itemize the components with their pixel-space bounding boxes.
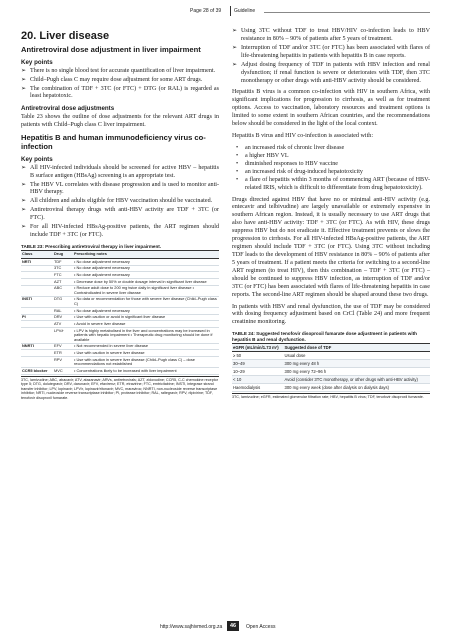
arrow-icon: ➢ [21,207,27,214]
list-item: ➢ Using 3TC without TDF to treat HBV/HIV co-infection leads to HBV resistance in 80% – 90% of patients after 5 years of treatment. [232,28,430,42]
list-item: ➢ There is no single blood test for accurate quantification of liver impairment. [21,67,216,74]
table-cell: • No data or recommendation for those with severe liver disease (Child–Pugh class C) [73,296,219,307]
table-cell [21,327,53,343]
page-indicator: Page 28 of 39 [190,8,222,14]
left-column [21,28,219,400]
arrow-icon: ➢ [21,224,27,231]
bullet-icon: • [236,176,239,183]
table-row [21,368,219,375]
table-body [232,352,430,392]
table-cell: 30–49 [232,360,283,368]
table-cell: Avoid (consider 3TC monotherapy, or other drugs with anti-HBV activity) [283,376,430,384]
list-item: • diminished responses to HBV vaccine [236,160,338,167]
table-row [232,376,430,384]
table-cell: • No dose adjustment necessary [73,307,219,314]
table-cell: ATV [53,321,73,328]
paragraph: Drugs directed against HBV that have no or minimal anti-HIV activity (e.g. entecavir and telbivudine) are largely unavailable or extremely expensive in southern African region. Instead, it is usually necessary to use ART drugs that also have anti-HBV activity: TDF + 3TC (or FTC). As with HIV, these drugs suppress HBV but do not eradicate it. Effective treatment prevents or slows the progression to cirrhosis. For all HIV-infected HBsAg-positive patients, the ART regimen should include TDF + 3TC (or FTC). Using 3TC without including TDF leads to the development of HBV resistance in 80% – 90% of patients after 5 years of treatment. If a patient meets the criteria for switching to a second-line ART regimen (to treat HIV), then this combination – TDF + 3TC (or FTC) – should be continued to suppress HBV infection, as interruption of TDF and/or 3TC (or FTC) has been associated with flares of life-threatening hepatitis in case reports. The second-line ART regimen should be shaped around these two drugs. [232,196,430,298]
table-row [21,327,219,343]
table-cell [21,321,53,328]
arrow-icon: ➢ [21,198,27,205]
table-row [21,285,219,296]
table-row [21,265,219,272]
table-cell: RAL [53,307,73,314]
section-label: Guideline [234,8,256,14]
table-cell: ≥ 50 [232,352,283,360]
table-cell [21,356,53,367]
table-cell: AZT [53,278,73,285]
arrow-icon: ➢ [21,85,27,92]
table-cell: • No dose adjustment necessary [73,272,219,279]
table-row [21,272,219,279]
paragraph: Hepatitis B virus and HIV co-infection is associated with: [232,133,374,140]
table-caption: TABLE 24: Suggested tenofovir disoproxil fumarate dose adjustment in patients with hepatitis B and renal dysfunction. [232,331,417,342]
table-cell: ETR [53,350,73,357]
table-row [21,296,219,307]
table-cell [21,350,53,357]
list-item: ➢ For all HIV-infected HBsAg-positive patients, the ART regimen should include TDF + 3TC (or FTC). [21,224,219,239]
table-row [21,350,219,357]
table-24 [232,343,430,392]
table-cell [21,307,53,314]
key-points-list [21,165,219,240]
table-body [21,258,219,374]
table-cell: RPV [53,356,73,367]
bullet-icon: • [236,152,239,159]
table-cell: Usual dose [283,352,430,360]
table-cell: 300 mg every week (dose after dialysis on dialysis days) [283,384,430,392]
table-row [232,360,430,368]
table-cell [21,278,53,285]
table-row [232,384,430,392]
table-cell: FTC [53,272,73,279]
list-item: • a flare of hepatitis within 3 months of commencing ART (because of HBV-related IRIS, which is difficult to differentiate from drug hepatotoxicity). [236,176,430,191]
table-cell: LPV/r [53,327,73,343]
key-points-heading: Key points [21,155,53,163]
arrow-icon: ➢ [21,164,27,171]
table-cell: < 10 [232,376,283,384]
bullet-icon: • [236,168,239,175]
table-footnote: 3TC, lamivudine; ABC, abacavir; ATV, atazanavir; ARVs, antiretrovirals; AZT, zidovudine; CCR5, C-C chemokine receptor type 5; DTG, dolutegravir; DRV, darunavir; EFV, efavirenz; ETR, etravirine; FTC, emtricitabine; INSTI, integrase strand transfer inhibitor; LPV, lopinavir; LPV/r, lopinavir/ritonavir; MVC, maraviroc; NNRTI, non-nucleoside reverse transcriptase inhibitor; NRTI, nucleoside reverse transcriptase inhibitor; PI, protease inhibitor; RAL, raltegravir; RPV, rilpivirine; TDF, tenofovir disoproxil fumarate. [21,377,219,400]
table-23 [21,250,219,374]
arrow-icon: ➢ [232,61,238,68]
dot-list [232,145,430,193]
list-item: ➢ The HBV VL correlates with disease progression and is used to monitor anti-HBV therapy. [21,181,219,196]
table-cell: • Avoid in severe liver disease [73,321,219,328]
table-cell: • Use with caution in severe liver disease [73,350,219,357]
table-cell: ABC [53,285,73,296]
arrow-icon: ➢ [232,44,238,51]
table-cell: 300 mg every 48 h [283,360,430,368]
table-cell: NRTI [21,258,53,265]
list-item: • an increased risk of chronic liver disease [236,144,345,151]
table-cell: MVC [53,368,73,375]
table-cell: • Reduce adult dose to 200 mg twice daily in significant liver disease • Contraindicated in severe liver disease [73,285,219,296]
table-header: Suggested dose of TDF [283,344,430,352]
subsection-heading: Antiretroviral dose adjustments [21,105,115,113]
bullet-list [232,28,430,85]
key-points-heading: Key points [21,58,53,66]
table-row [21,278,219,285]
table-cell: • LPV is highly metabolised in the liver and concentrations may be increased in patients with hepatic impairment • Therapeutic drug monitoring should be done if available [73,327,219,343]
table-row [21,307,219,314]
table-cell: DRV [53,314,73,321]
table-cell: • Use with caution or avoid in significant liver disease [73,314,219,321]
page-footer [0,620,453,634]
arrow-icon: ➢ [21,181,27,188]
table-cell: • Concentrations likely to be increased with liver impairment [73,368,219,375]
list-item: ➢ Child–Pugh class C may require dose adjustment for some ART drugs. [21,76,203,83]
page-header [0,6,453,16]
table-footnote: 3TC, lamivudine; eGFR, estimated glomerular filtration rate; HBV, hepatitis B virus; TDF, tenofovir disoproxil fumarate. [232,393,430,399]
table-cell: TDF [53,258,73,265]
list-item: • an increased risk of drug-induced hepatotoxicity [236,168,363,175]
subsection-heading: Antiretroviral dose adjustment in liver impairment [21,45,201,54]
bullet-icon: • [236,160,239,167]
right-column [232,28,430,400]
table-row [21,321,219,328]
table-cell: • Use with caution in severe liver disease (Child–Pugh class C) – dose recommendations not established [73,356,219,367]
paragraph: Hepatitis B virus is a common co-infection with HIV in southern Africa, with significant implications for progression to cirrhosis, as well as for treatment options. Access to vaccination, laboratory resources and treatment options is limited to some extent in southern African countries, and the recommendations below should be considered in the light of the local context. [232,89,430,128]
table-header: eGFR (mL/min/1.73 m²) [232,344,283,352]
paragraph: In patients with HBV and renal dysfunction, the use of TDF may be considered with dosing frequency adjustment based on CrCl (Table 24) and more frequent creatinine monitoring. [232,303,430,326]
list-item: ➢ Adjust dosing frequency of TDF in patients with HBV infection and renal dysfunction; if renal function is severe or deteriorates with TDF, then 3TC monotherapy or other drugs with anti-HBV activity should be considered. [232,61,430,84]
table-header: Class [21,251,53,258]
table-header: Drug [53,251,73,258]
table-cell: INSTI [21,296,53,307]
table-cell [21,272,53,279]
table-row [232,352,430,360]
table-cell [21,285,53,296]
list-item: ➢ All children and adults eligible for HBV vaccination should be vaccinated. [21,198,213,205]
header-rule [264,12,430,13]
table-cell: 300 mg every 72–96 h [283,368,430,376]
table-cell [21,265,53,272]
table-cell: • Decrease dose by 50% or double dosage interval in significant liver disease [73,278,219,285]
table-cell: NNRTI [21,343,53,350]
list-item: ➢ Interruption of TDF and/or 3TC (or FTC) has been associated with flares of life-threatening hepatitis in patients with hepatitis B in case reports. [232,44,430,59]
open-access-label: Open Access [246,624,276,630]
list-item: ➢ All HIV-infected individuals should be screened for active HBV – hepatitis B surface antigen (HBsAg) screening is an appropriate test. [21,164,219,179]
table-header: Prescribing notes [73,251,219,258]
table-cell: 10–29 [232,368,283,376]
table-cell: Haemodialysis [232,384,283,392]
table-cell: • No dose adjustment necessary [73,265,219,272]
page-number: 46 [227,621,239,631]
table-cell: • Not recommended in severe liver disease [73,343,219,350]
table-cell: 3TC [53,265,73,272]
list-item: • a higher HBV VL [236,152,289,159]
table-cell: EFV [53,343,73,350]
header-divider [230,6,231,16]
table-caption: TABLE 23: Prescribing antiretroviral therapy in liver impairment. [21,243,162,249]
table-row [21,314,219,321]
list-item: ➢ Antiretroviral therapy drugs with anti-HBV activity are TDF + 3TC (or FTC). [21,207,219,222]
table-cell: CCR5 blocker [21,368,53,375]
table-cell: PI [21,314,53,321]
table-row [21,343,219,350]
arrow-icon: ➢ [21,76,27,83]
table-cell: • No dose adjustment necessary [73,258,219,265]
subsection-heading: Hepatitis B and human immunodeficiency virus co-infection [21,133,206,151]
journal-link[interactable]: http://www.sajhivmed.org.za [160,624,223,630]
arrow-icon: ➢ [232,28,238,34]
arrow-icon: ➢ [21,67,27,74]
table-row [21,356,219,367]
paragraph: Table 23 shows the outline of dose adjustments for the relevant ART drugs in patients with Child–Pugh class C liver impairment. [21,114,219,129]
table-cell: DTG [53,296,73,307]
section-title: 20. Liver disease [21,30,110,42]
bullet-icon: • [236,144,239,151]
key-points-list [21,68,219,102]
list-item: ➢ The combination of TDF + 3TC (or FTC) + DTG (or RAL) is regarded as least hepatotoxic. [21,85,219,100]
table-row [232,368,430,376]
table-row [21,258,219,265]
